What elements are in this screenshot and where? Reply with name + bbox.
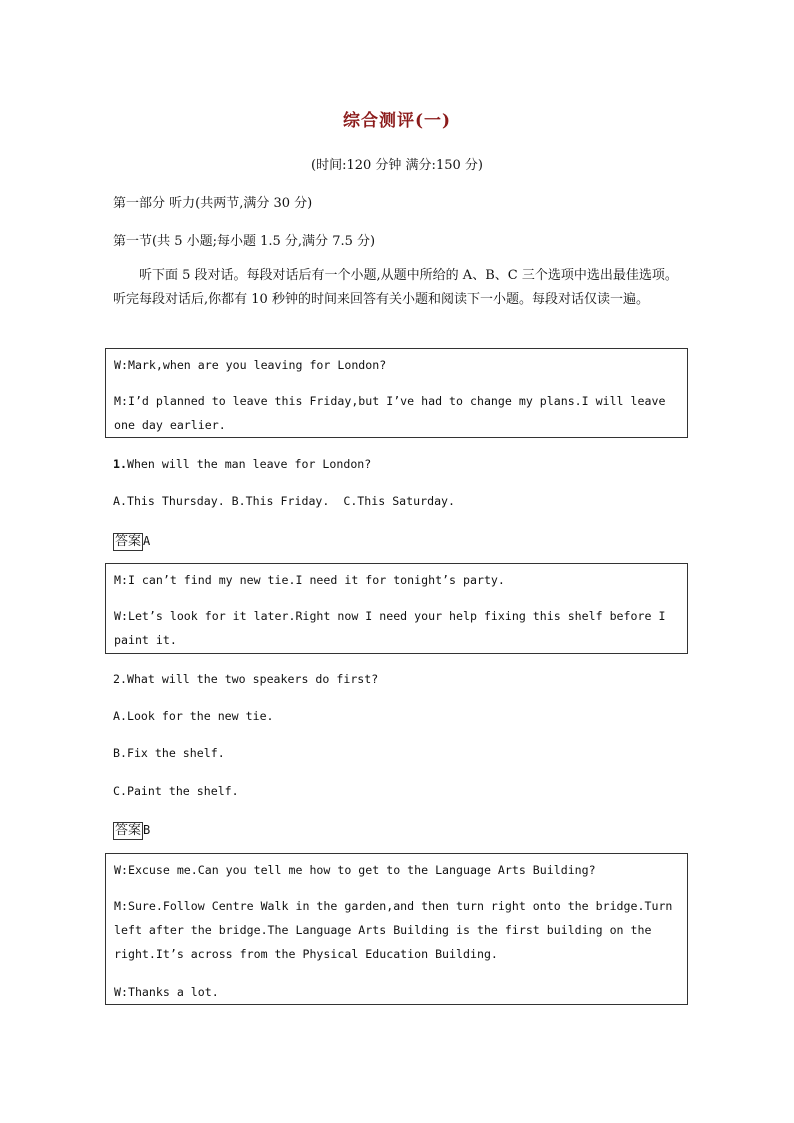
page-title: 综合测评(一) <box>342 111 452 131</box>
question-2 <box>113 672 378 686</box>
answer-value: B <box>143 823 151 837</box>
answer-value: A <box>143 534 151 548</box>
answer-label: 答案 <box>115 534 142 549</box>
question-1 <box>113 457 371 471</box>
dialogue-line: W:Mark,when are you leaving for London? <box>114 358 387 372</box>
answer-label: 答案 <box>115 823 142 838</box>
dialogue-line: M:Sure.Follow Centre Walk in the garden,and then turn right onto the bridge.Turn left after the bridge.The Language Arts Building is the first building on the right.It’s across from the Physical Education Building. <box>114 899 673 961</box>
dialogue-box-1 <box>105 348 688 438</box>
exam-meta: (时间:120 分钟 满分:150 分) <box>311 158 483 173</box>
dialogue-box-3 <box>105 853 688 1005</box>
answer-1 <box>113 530 150 551</box>
dialogue-line: M:I’d planned to leave this Friday,but I’ve had to change my plans.I will leave one day earlier. <box>114 394 666 432</box>
part-heading: 第一部分 听力(共两节,满分 30 分) <box>113 196 313 211</box>
dialogue-line: W:Thanks a lot. <box>114 985 219 999</box>
dialogue-line: W:Let’s look for it later.Right now I need your help fixing this shelf before I paint it. <box>114 609 666 647</box>
dialogue-line: M:I can’t find my new tie.I need it for tonight’s party. <box>114 573 505 587</box>
answer-2 <box>113 819 150 840</box>
option-b: B.Fix the shelf. <box>113 746 225 760</box>
instructions: 听下面 5 段对话。每段对话后有一个小题,从题中所给的 A、B、C 三个选项中选出最佳选项。听完每段对话后,你都有 10 秒钟的时间来回答有关小题和阅读下一小题。每段对话仅读一遍。 <box>113 268 678 307</box>
option-c: C.Paint the shelf. <box>113 784 239 798</box>
question-1-options: A.This Thursday. B.This Friday. C.This Saturday. <box>113 494 456 508</box>
question-text: What will the two speakers do first? <box>126 672 379 686</box>
question-number: 1. <box>113 457 127 471</box>
dialogue-line: W:Excuse me.Can you tell me how to get to the Language Arts Building? <box>114 863 596 877</box>
question-text: When will the man leave for London? <box>126 457 372 471</box>
question-number: 2. <box>113 672 127 686</box>
dialogue-box-2 <box>105 563 688 654</box>
option-a: A.Look for the new tie. <box>113 709 274 723</box>
section-heading: 第一节(共 5 小题;每小题 1.5 分,满分 7.5 分) <box>113 234 376 249</box>
